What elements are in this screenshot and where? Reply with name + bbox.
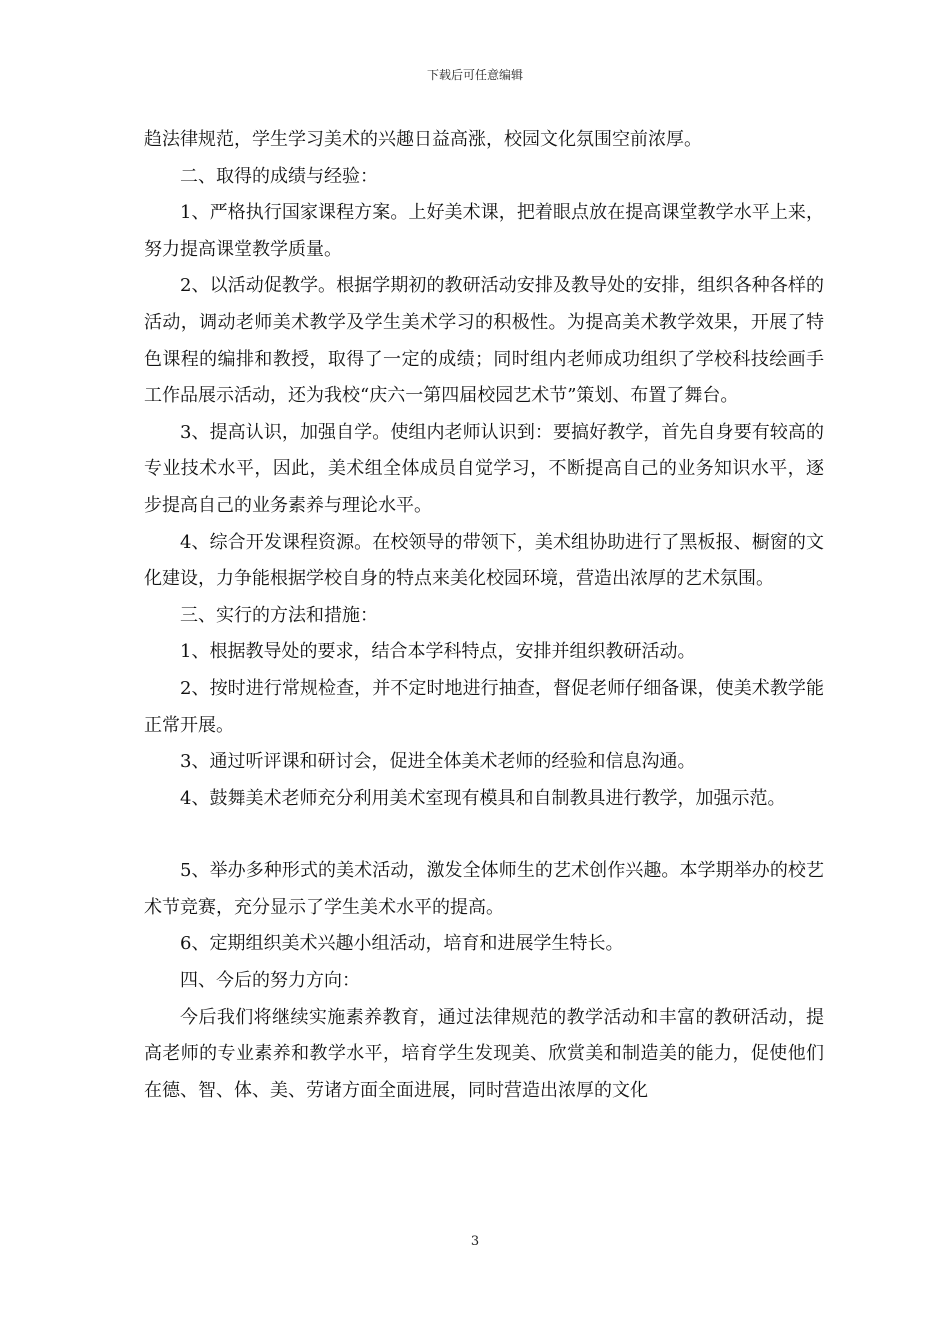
page-header-note: 下载后可任意编辑 (426, 68, 523, 82)
method-item-1: 1、根据教导处的要求，结合本学科特点，安排并组织教研活动。 (180, 641, 696, 663)
achievement-item-2: 2、以活动促教学。根据学期初的教研活动安排及教导处的安排，组织各种各样的活动，调动老师美术教学及学生美术学习的积极性。为提高美术教学效果，开展了特色课程的编排和教授，取得了一定的成绩；同时组内老师成功组织了学校科技绘画手工作品展示活动，还为我校“庆六一第四届校园艺术节”策划、布置了舞台。 (144, 275, 824, 407)
future-direction-paragraph: 今后我们将继续实施素养教育，通过法律规范的教学活动和丰富的教研活动，提高老师的专业素养和教学水平，培育学生发现美、欣赏美和制造美的能力，促使他们在德、智、体、美、劳诸方面全面进展，同时营造出浓厚的文化 (144, 1006, 824, 1101)
achievement-item-1: 1、严格执行国家课程方案。上好美术课，把着眼点放在提高课堂教学水平上来，努力提高课堂教学质量。 (144, 202, 824, 260)
method-item-2: 2、按时进行常规检查，并不定时地进行抽查，督促老师仔细备课，使美术教学能正常开展。 (144, 677, 824, 736)
section-heading-methods: 三、实行的方法和措施： (180, 604, 378, 626)
section-heading-future: 四、今后的努力方向： (180, 970, 360, 992)
method-item-4: 4、鼓舞美术老师充分利用美术室现有模具和自制教具进行教学，加强示范。 (180, 787, 786, 809)
document-body (144, 122, 824, 1109)
page-number: 3 (470, 1234, 480, 1249)
achievement-item-3: 3、提高认识，加强自学。使组内老师认识到：要搞好教学，首先自身要有较高的专业技术水平，因此，美术组全体成员自觉学习，不断提高自己的业务知识水平，逐步提高自己的业务素养与理论水平。 (144, 421, 824, 516)
paragraph-spacer (144, 817, 824, 853)
paragraph-continuation: 趋法律规范，学生学习美术的兴趣日益高涨，校园文化氛围空前浓厚。 (144, 129, 702, 150)
achievement-item-4: 4、综合开发课程资源。在校领导的带领下，美术组协助进行了黑板报、橱窗的文化建设，力争能根据学校自身的特点来美化校园环境，营造出浓厚的艺术氛围。 (144, 531, 824, 590)
method-item-6: 6、定期组织美术兴趣小组活动，培育和进展学生特长。 (180, 933, 624, 955)
method-item-5: 5、举办多种形式的美术活动，激发全体师生的艺术创作兴趣。本学期举办的校艺术节竞赛，充分显示了学生美术水平的提高。 (144, 860, 824, 918)
method-item-3: 3、通过听评课和研讨会，促进全体美术老师的经验和信息沟通。 (180, 751, 696, 773)
section-heading-achievements: 二、取得的成绩与经验： (180, 165, 378, 187)
